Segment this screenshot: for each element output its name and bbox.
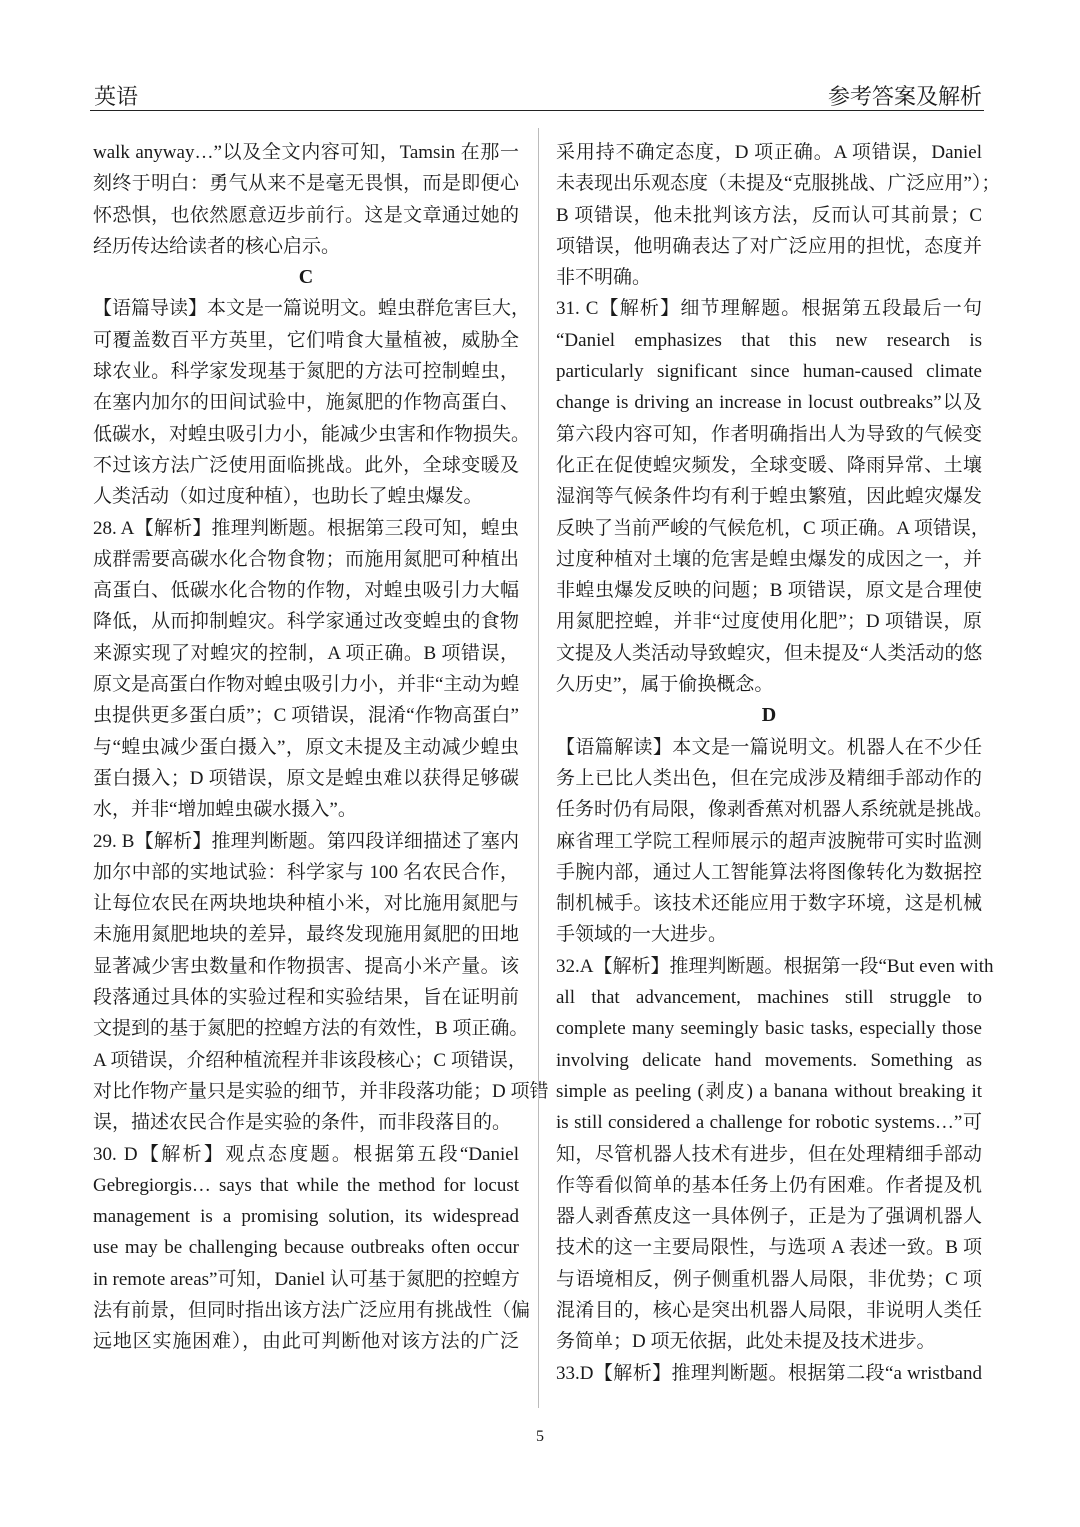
left-column xyxy=(93,137,549,1358)
paragraph xyxy=(93,826,549,1139)
text-line: 文提及人类活动导致蝗灾，但未提及“人类活动的悠 xyxy=(556,642,983,664)
text-line: 成群需要高碳水化合物食物；而施用氮肥可种植出 xyxy=(93,548,519,570)
page-number: 5 xyxy=(536,1428,544,1445)
text-line: 29. B【解析】推理判断题。第四段详细描述了塞内 xyxy=(93,830,519,852)
paragraph xyxy=(93,293,531,512)
header-subject: 英语 xyxy=(94,84,139,109)
text-line: management is a promising solution, its widespread xyxy=(93,1206,519,1228)
paragraph xyxy=(556,732,994,951)
text-line: 未施用氮肥地块的差异，最终发现施用氮肥的田地 xyxy=(93,924,519,946)
text-line: 法有前景，但同时指出该方法广泛应用有挑战性（偏 xyxy=(93,1299,531,1321)
text-line: 加尔中部的实地试验：科学家与 100 名农民合作， xyxy=(93,861,519,883)
text-line: 务简单；D 项无依据，此处未提及技术进步。 xyxy=(556,1331,936,1353)
text-line: 手领域的一大进步。 xyxy=(556,924,728,946)
text-line: 30. D【解析】观点态度题。根据第五段“Daniel xyxy=(93,1143,519,1165)
text-line: 务上已比人类出色，但在完成涉及精细手部动作的 xyxy=(556,767,982,789)
text-line: 对比作物产量只是实验的细节，并非段落功能；D 项错 xyxy=(93,1080,549,1102)
text-line: 原文是高蛋白作物对蝗虫吸引力小，并非“主动为蝗 xyxy=(93,674,520,696)
text-line: 用氮肥控蝗，并非“过度使用化肥”；D 项错误，原 xyxy=(556,611,982,633)
text-line: 制机械手。该技术还能应用于数字环境，这是机械 xyxy=(556,893,982,915)
text-line: A 项错误，介绍种植流程并非该段核心；C 项错误， xyxy=(93,1049,527,1071)
header-rule xyxy=(90,110,984,111)
header-section-title: 参考答案及解析 xyxy=(827,84,982,109)
text-line: 低碳水，对蝗虫吸引力小，能减少虫害和作物损失。 xyxy=(93,423,531,445)
text-line: 显著减少害虫数量和作物损害、提高小米产量。该 xyxy=(93,955,519,977)
text-line: 在塞内加尔的田间试验中，施氮肥的作物高蛋白、 xyxy=(93,392,519,414)
text-line: 第六段内容可知，作者明确指出人为导致的气候变 xyxy=(556,423,982,445)
text-line: 让每位农民在两块地块种植小米，对比施用氮肥与 xyxy=(93,893,519,915)
text-line: walk anyway…”以及全文内容可知，Tamsin 在那一 xyxy=(93,142,519,163)
right-column xyxy=(556,137,1001,1389)
text-line: 文提到的基于氮肥的控蝗方法的有效性，B 项正确。 xyxy=(93,1018,529,1040)
text-line: 【语篇解读】本文是一篇说明文。机器人在不少任 xyxy=(556,736,982,758)
text-line: 人类活动（如过度种植），也助长了蝗虫爆发。 xyxy=(93,486,483,508)
text-line: 段落通过具体的实验过程和实验结果，旨在证明前 xyxy=(93,987,519,1009)
text-line: 湿润等气候条件均有利于蝗虫繁殖，因此蝗灾爆发 xyxy=(556,486,982,508)
text-line: 麻省理工学院工程师展示的超声波腕带可实时监测 xyxy=(556,830,982,852)
text-line: 远地区实施困难），由此可判断他对该方法的广泛 xyxy=(93,1331,519,1353)
text-line: 【语篇导读】本文是一篇说明文。蝗虫群危害巨大， xyxy=(93,298,531,320)
text-line: 未表现出乐观态度（未提及“克服挑战、广泛应用”）； xyxy=(556,173,1001,195)
paragraph xyxy=(556,951,994,1358)
text-line: 手腕内部，通过人工智能算法将图像转化为数据控 xyxy=(556,861,982,883)
text-line: 久历史”，属于偷换概念。 xyxy=(556,674,774,696)
text-line: 与“蝗虫减少蛋白摄入”，原文未提及主动减少蝗虫 xyxy=(93,736,519,758)
text-line: B 项错误，他未批判该方法，反而认可其前景；C xyxy=(556,204,982,226)
text-line: “Daniel emphasizes that this new research is xyxy=(556,329,982,351)
paragraph xyxy=(93,137,519,262)
text-line: 球农业。科学家发现基于氮肥的方法可控制蝗虫， xyxy=(93,361,519,383)
paragraph xyxy=(93,1139,531,1358)
text-line: 降低，从而抑制蝗灾。科学家通过改变蝗虫的食物 xyxy=(93,611,519,633)
text-line: 化正在促使蝗灾频发，全球变暖、降雨异常、土壤 xyxy=(556,454,982,476)
paragraph xyxy=(93,513,519,826)
text-line: 采用持不确定态度，D 项正确。A 项错误，Daniel xyxy=(556,142,982,163)
paragraph xyxy=(556,137,1001,293)
text-line: involving delicate hand movements. Something as xyxy=(556,1049,982,1071)
text-line: 器人剥香蕉皮这一具体例子，正是为了强调机器人 xyxy=(556,1206,982,1228)
text-line: complete many seemingly basic tasks, especially those xyxy=(556,1018,982,1040)
text-line: particularly significant since human-caused climate xyxy=(556,361,982,383)
text-line: 水，并非“增加蝗虫碳水摄入”。 xyxy=(93,799,357,821)
section-heading xyxy=(93,262,519,293)
text-line: 32.A【解析】推理判断题。根据第一段“But even with xyxy=(556,955,994,977)
heading-text: D xyxy=(761,704,777,727)
text-line: all that advancement, machines still struggle to xyxy=(556,987,982,1009)
text-line: simple as peeling (剥皮) a banana without breaking it xyxy=(556,1080,982,1102)
text-line: 28. A【解析】推理判断题。根据第三段可知，蝗虫 xyxy=(93,517,519,539)
text-line: 不过该方法广泛使用面临挑战。此外，全球变暖及 xyxy=(93,454,519,476)
paragraph xyxy=(556,1358,982,1389)
text-line: 作等看似简单的基本任务上仍有困难。作者提及机 xyxy=(556,1174,982,1196)
text-line: 知，尽管机器人技术有进步，但在处理精细手部动 xyxy=(556,1143,982,1165)
text-line: 误，描述农民合作是实验的条件，而非段落目的。 xyxy=(93,1112,512,1134)
text-line: 蛋白摄入；D 项错误，原文是蝗虫难以获得足够碳 xyxy=(93,767,519,789)
text-line: 高蛋白、低碳水化合物的作物，对蝗虫吸引力大幅 xyxy=(93,580,519,602)
text-line: 反映了当前严峻的气候危机，C 项正确。A 项错误， xyxy=(556,517,990,539)
column-divider xyxy=(538,128,539,1408)
text-line: 虫提供更多蛋白质”；C 项错误，混淆“作物高蛋白” xyxy=(93,705,519,727)
text-line: 刻终于明白：勇气从来不是毫无畏惧，而是即便心 xyxy=(93,173,519,195)
text-line: 项错误，他明确表达了对广泛应用的担忧，态度并 xyxy=(556,235,982,257)
text-line: 可覆盖数百平方英里，它们啃食大量植被，威胁全 xyxy=(93,329,519,351)
text-line: in remote areas”可知，Daniel 认可基于氮肥的控蝗方 xyxy=(93,1268,520,1290)
text-line: 怀恐惧，也依然愿意迈步前行。这是文章通过她的 xyxy=(93,204,519,226)
text-line: use may be challenging because outbreaks often occur xyxy=(93,1237,519,1259)
text-line: 31. C【解析】细节理解题。根据第五段最后一句 xyxy=(556,298,982,320)
text-line: 与语境相反，例子侧重机器人局限，非优势；C 项 xyxy=(556,1268,982,1290)
text-line: 技术的这一主要局限性，与选项 A 表述一致。B 项 xyxy=(556,1237,982,1259)
paragraph xyxy=(556,293,990,700)
text-line: Gebregiorgis… says that while the method for locust xyxy=(93,1174,519,1196)
text-line: 非蝗虫爆发反映的问题；B 项错误，原文是合理使 xyxy=(556,580,982,602)
heading-text: C xyxy=(298,266,314,289)
section-heading xyxy=(556,700,982,731)
text-line: 来源实现了对蝗灾的控制，A 项正确。B 项错误， xyxy=(93,642,519,664)
text-line: 经历传达给读者的核心启示。 xyxy=(93,235,341,257)
text-line: 33.D【解析】推理判断题。根据第二段“a wristband xyxy=(556,1362,982,1384)
text-line: is still considered a challenge for robotic systems…”可 xyxy=(556,1112,982,1134)
text-line: 混淆目的，核心是突出机器人局限，非说明人类任 xyxy=(556,1299,982,1321)
text-line: 任务时仍有局限，像剥香蕉对机器人系统就是挑战。 xyxy=(556,799,994,821)
text-line: 过度种植对土壤的危害是蝗虫爆发的成因之一，并 xyxy=(556,548,982,570)
text-line: 非不明确。 xyxy=(556,267,652,289)
text-line: change is driving an increase in locust outbreaks”以及 xyxy=(556,392,982,414)
